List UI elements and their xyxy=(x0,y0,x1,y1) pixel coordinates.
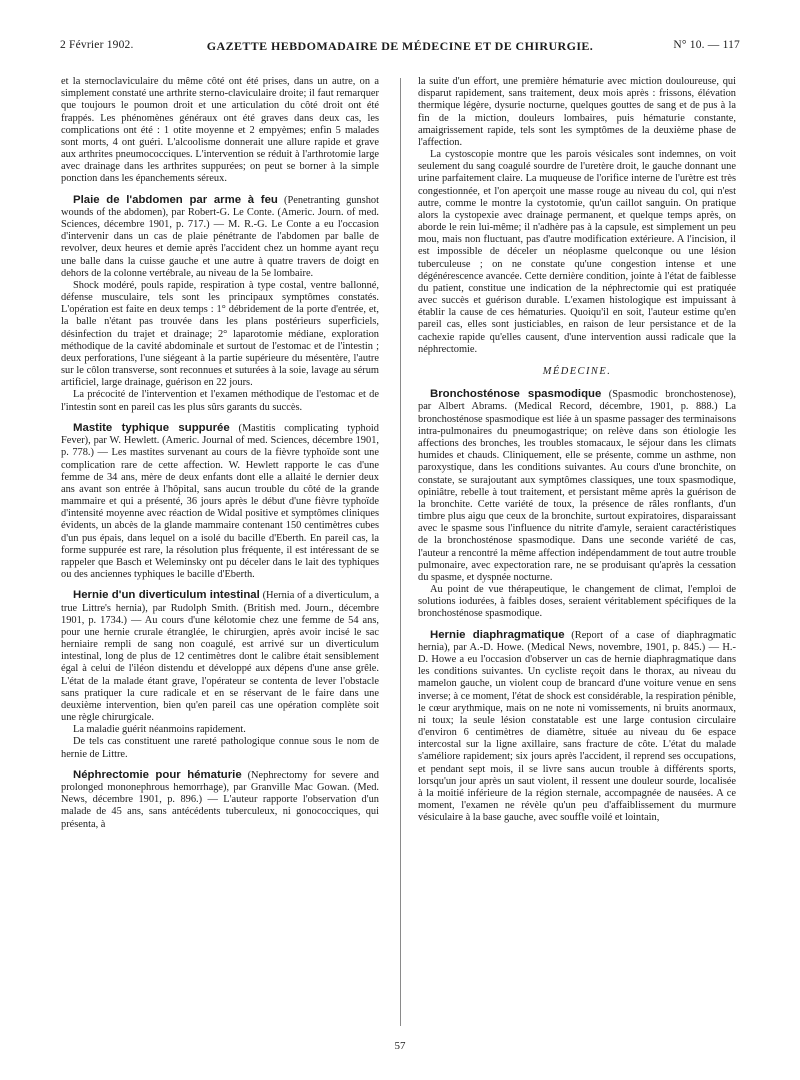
page-footer-number: 57 xyxy=(394,1040,406,1052)
paragraph: Shock modéré, pouls rapide, respiration à type costal, ventre ballonné, défense musculaire, tels sont les principaux symptômes constatés. L'opération est faite en deux temps : 1° débridement de la porte d'entrée, et, la balle n'étant pas trouvée dans les plans postérieurs superficiels, désinfection du trajet et drainage; 2° laparotomie médiane, exploration méthodique de la cavité abdominale et surtout de l'estomac et de l'intestin ; deux perforations, l'une siégeant à la partie supérieure du mésentère, l'autre sur le côlon transverse, sont reconnues et suturées à la soie, lavage au sérum artificiel, large drainage, guérison en 22 jours. xyxy=(61,279,379,389)
article-abdominal-wound xyxy=(61,194,379,414)
article-intro: (Hernia of a diverticulum, a true Littre's hernia), par Rudolph Smith. (British med. Journ., décembre 1901, p. 1734.) — Au cours d'une kélotomie chez une femme de 54 ans, pour une hernie crurale étranglée, le chirurgien, après avoir incisé le sac herniaire rempli de sang non coagulé, est arrivé sur un diverticulum intestinal, long de plus de 12 centimètres dont le calibre était sensiblement égal à celui de l'iléon distendu et développé aux dépens d'une anse grêle. L'état de la malade étant grave, l'opérateur se contenta de lever l'obstacle sans pratiquer la cure radicale et en se réservant de le faire dans une deuxième intervention, bien qu'en pareil cas une opération complète soit une règle chirurgicale. xyxy=(61,590,379,724)
paragraph: La précocité de l'intervention et l'examen méthodique de l'estomac et de l'intestin sont en pareil cas les plus sûrs garants du succès. xyxy=(61,389,379,413)
paragraph: De tels cas constituent une rareté pathologique connue sous le nom de hernie de Littre. xyxy=(61,736,379,760)
left-column xyxy=(61,76,379,1036)
column-divider xyxy=(400,78,401,1026)
running-header xyxy=(60,36,740,56)
article-title: Bronchosténose spasmodique xyxy=(430,388,602,401)
article-diverticulum-hernia xyxy=(61,589,379,761)
section-heading: MÉDECINE. xyxy=(542,365,612,377)
article-bronchostenosis xyxy=(418,388,736,620)
nephrectomy-continued xyxy=(418,76,736,356)
journal-title: GAZETTE HEBDOMADAIRE DE MÉDECINE ET DE CHIRURGIE. xyxy=(206,39,594,53)
article-intro: (Report of a case of diaphragmatic hernia), par A.-D. Howe. (Medical News, novembre, 1901, p. 845.) — H.-D. Howe a eu l'occasion d'observer un cas de hernie diaphragmatique dans les conditions suivantes. Un cycliste reçoit dans le thorax, au niveau du mamelon gauche, un violent coup de brancard d'une voiture venue en sens inverse; à ce moment, l'état de shock est considérable, la respiration pénible, le cœur arythmique, mais on ne note ni vomissements, ni bruits anormaux, ni toux; la seule lésion constatable est une large contusion circulaire d'environ 6 centimètres de diamètre, située au niveau du 6e espace intercostal sur la ligne axillaire, sans fracture de côte. L'état du malade s'améliore rapidement; six jours après l'accident, il reprend ses occupations, et pendant sept mois, il se livre sans aucun trouble à différents sports, lorsqu'un jour après un saut violent, il ressent une douleur sourde, localisée à la moitié inférieure de la région sternale, accompagnée de nausées. A ce moment, l'examen ne révèle qu'un peu d'affaiblissement du murmure vésiculaire à la base gauche, avec souffle voilé et lointain, xyxy=(418,629,736,824)
article-title: Néphrectomie pour hématurie xyxy=(73,768,242,781)
article-intro: (Spasmodic bronchostenose), par Albert Abrams. (Medical Record, décembre, 1901, p. 888.) La bronchosténose spasmodique est liée à un spasme passager des terminaisons intra-pulmonaires du pneumogastrique; on relève dans son étiologie les affections des bronches, les troubles stomacaux, le séjour dans les climats humides et chauds. Cliniquement, elle se présente, comme un asthme, non paroxystique, dans les conditions suivantes. Au cours d'une bronchite, on constate, se surajoutant aux symptômes classiques, une toux spasmodique, opiniâtre, rebelle à tout traitement, et persistant même après la guérison de la bronchite. Cette variété de toux, la présence de râles ronflants, d'un timbre plus aigu que ceux de la bronchite, surtout expiratoires, disparaissant avec le spasme sous l'influence du nitrite d'amyle, seraient caractéristiques de la bronchosténose spasmodique. Dans une seconde variété de cas, l'auteur a rencontré la même affection indépendamment de tout autre trouble pulmonaire, avec expectoration rare, ne se produisant qu'après la cessation du spasme, et dyspnée nocturne. xyxy=(418,389,736,583)
article-nephrectomy xyxy=(61,769,379,831)
article-diaphragmatic-hernia xyxy=(418,629,736,825)
paragraph: La maladie guérit néanmoins rapidement. xyxy=(73,724,246,736)
article-intro: (Penetranting gunshot wounds of the abdomen), par Robert-G. Le Conte. (Americ. Journ. of med. Sciences, décembre 1901, p. 717.) — M. R.-G. Le Conte a eu l'occasion d'intervenir dans un cas de plaie pénétrante de l'abdomen par balle de revolver, deux heures et demie après l'accident chez un homme ayant reçu une balle dans la cuisse gauche et une autre à quatre travers de doigt en dehors de la colonne vertébrale, au niveau de la 5e lombaire. xyxy=(61,194,379,279)
paragraph: La cystoscopie montre que les parois vésicales sont indemnes, on voit seulement du sang coagulé sourdre de l'uretère droit, le gauche donnant une urine parfaitement claire. La muqueuse de l'orifice interne de l'urètre est très congestionnée, et l'on aperçoit une masse rouge au niveau du col, qui n'est autre, comme le montre la cystotomie, qu'un caillot sanguin. On pratique alors la cystopexie avec drainage permanent, et quelque temps après, on aborde le rein lui-même; il n'adhère pas à la capsule, est simplement un peu mou, mais non fluctuant, pas d'autre modification extérieure. A l'incision, il est impossible de déceler un néoplasme quelconque ou une lésion tuberculeuse ; on ne constate qu'une congestion intense et une dégénérescence avancée. Cette dernière condition, jointe à l'état de faiblesse du patient, constitue une indication de la néphrectomie qui est pratiquée avec succès et guérison durable. L'examen histologique est impuissant à établir la cause de ces hématuries. Quoiqu'il en soit, l'auteur estime qu'en pareil cas, elles sont justiciables, en raison de leur persistance et de la cachexie rapide qu'elles causent, d'une intervention aussi radicale que la néphrectomie. xyxy=(418,149,736,355)
article-intro: (Nephrectomy for severe and prolonged mononephrous hemorrhage), par Granville Mac Gowan. (Med. News, décembre 1901, p. 896.) — L'auteur rapporte l'observation d'un malade de 45 ans, sans antécédents tuberculeux, ni gonococciques, qui présenta, à xyxy=(61,769,379,830)
article-title: Plaie de l'abdomen par arme à feu xyxy=(73,193,278,206)
paragraph: Au point de vue thérapeutique, le changement de climat, l'emploi de solutions iodurées, à faibles doses, seraient véritablement spécifiques de la bronchosténose spasmodique. xyxy=(418,584,736,620)
page-number: N° 10. — 117 xyxy=(673,39,740,51)
article-title: Mastite typhique suppurée xyxy=(73,421,230,434)
article-typhoid-mastitis xyxy=(61,422,379,581)
issue-date: 2 Février 1902. xyxy=(60,39,134,51)
article-intro: (Mastitis complicating typhoid Fever), par W. Hewlett. (Americ. Journal of med. Sciences, décembre 1901, p. 778.) — Les mastites survenant au cours de la fièvre typhoïde sont une complication rare de cette affection. W. Hewlett rapporte le cas d'une femme de 34 ans, mère de deux enfants dont elle a allaité le dernier deux ans avant son entrée à l'hôpital, sans aucun trouble du côté de la grande mammaire et qui a présenté, 36 jours après le début d'une fièvre typhoïde d'intensité moyenne avec réaction de Widal positive et symptômes cliniques évidents, un abcès de la glande mammaire contenant 150 centimètres cubes d'un pus épais, dans lequel on a isolé du bacille d'Eberth. En pareil cas, la forme suppurée est rare, la résolution plus fréquente, il est intéressant de se rappeler que Basch et Weleminsky ont pu déceler dans le lait des typhiques ou des anciennes typhiques le bacille d'Eberth. xyxy=(61,422,379,581)
opening-paragraph xyxy=(61,76,379,186)
article-title: Hernie diaphragmatique xyxy=(430,628,565,641)
paragraph: et la sternoclaviculaire du même côté ont été prises, dans un autre, on a simplement constaté une arthrite sterno-claviculaire droite; il faut remarquer que toujours le poumon droit et une articulation du côté droit ont été frappés. Les phénomènes généraux ont été graves dans deux cas, les complications ont été : 1 otite moyenne et 2 empyèmes; enfin 5 malades sont morts, 4 ont guéri. L'alcoolisme donnerait une allure rapide et grave aux arthrites pneumococciques. L'intervention se réduit à l'arthrotomie large avec drainage dans les arthrites suppurées; on peut se borner à la simple ponction dans les épanchements séreux. xyxy=(61,76,379,185)
article-title: Hernie d'un diverticulum intestinal xyxy=(73,589,260,602)
paragraph: la suite d'un effort, une première hématurie avec miction douloureuse, qui disparut rapidement, sans traitement, deux mois après : frissons, élévation thermique légère, dysurie nocturne, quelques gouttes de sang et de pus à la fin de la miction, douleurs lombaires, puis hématurie constante, amaigrissement rapide, tels sont les symptômes de la deuxième phase de l'affection. xyxy=(418,76,736,148)
right-column xyxy=(418,76,736,1036)
